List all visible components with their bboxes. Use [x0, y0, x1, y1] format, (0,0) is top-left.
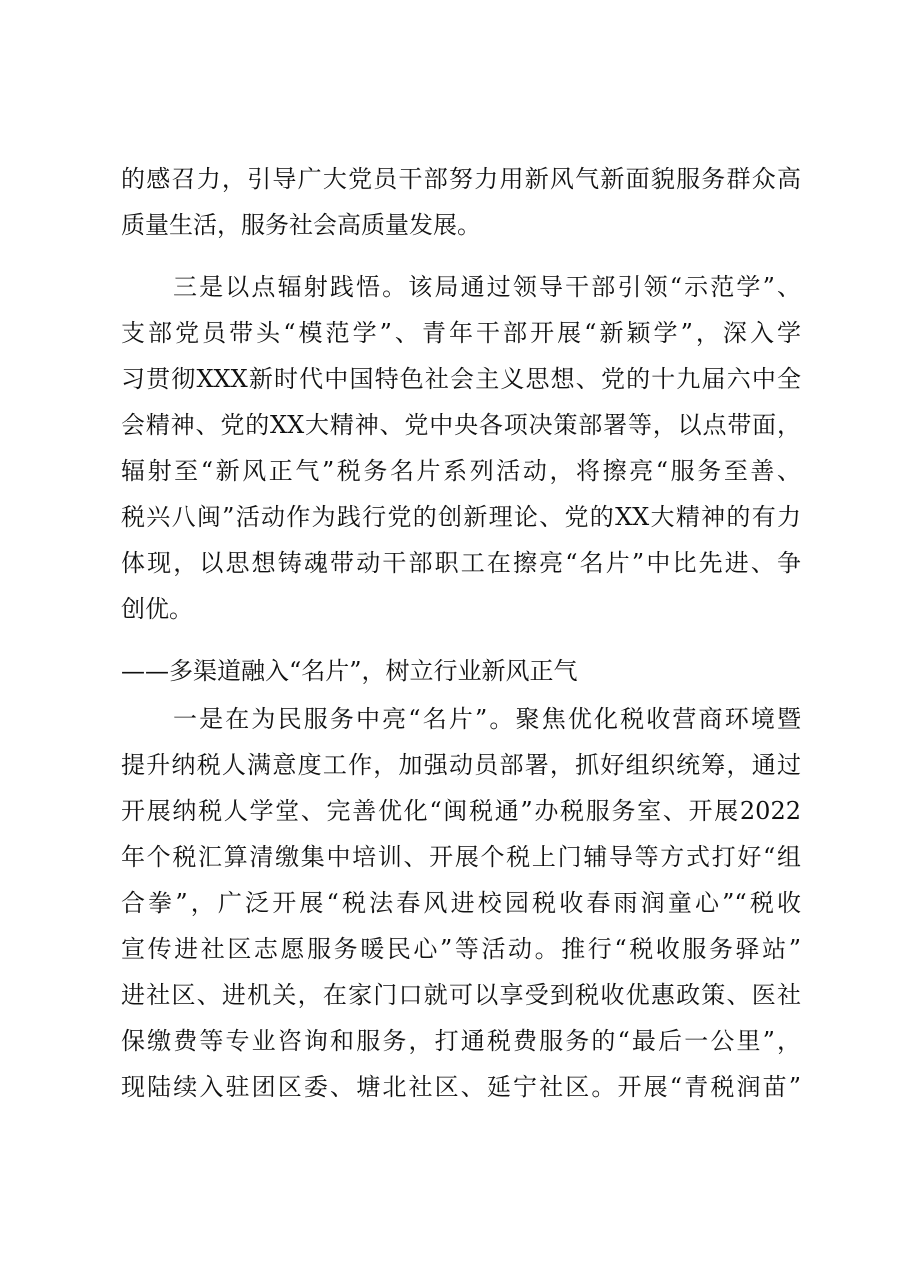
text-line: 宣传进社区志愿服务暖民心”等活动。推行“税收服务驿站”	[121, 935, 801, 963]
text-line: 支部党员带头“模范学”、青年干部开展“新颖学”，深入学	[121, 319, 801, 347]
text-line: 质量生活，服务社会高质量发展。	[121, 211, 481, 239]
text-line: 创优。	[121, 595, 193, 623]
paragraph-three-point-radiation	[121, 264, 801, 632]
paragraph-one-serve-people	[121, 696, 801, 1110]
text-line: ——多渠道融入“名片”，树立行业新风正气	[121, 657, 578, 685]
text-line: 合拳”，广泛开展“税法春风进校园税收春雨润童心”“税收	[121, 889, 801, 917]
text-line: 保缴费等专业咨询和服务，打通税费服务的“最后一公里”，	[121, 1027, 801, 1055]
paragraph-intro-continuation	[121, 156, 801, 248]
text-line: 的感召力，引导广大党员干部努力用新风气新面貌服务群众高	[121, 165, 801, 193]
text-line: 习贯彻XXX新时代中国特色社会主义思想、党的十九届六中全	[121, 365, 801, 393]
text-line: 一是在为民服务中亮“名片”。聚焦优化税收营商环境暨	[173, 705, 801, 733]
document-body	[121, 156, 801, 1110]
text-line: 会精神、党的XX大精神、党中央各项决策部署等，以点带面，	[121, 411, 801, 439]
text-line: 辐射至“新风正气”税务名片系列活动，将擦亮“服务至善、	[121, 457, 801, 485]
text-line: 现陆续入驻团区委、塘北社区、延宁社区。开展“青税润苗”	[121, 1073, 801, 1101]
text-line: 三是以点辐射践悟。该局通过领导干部引领“示范学”、	[173, 273, 801, 301]
text-line: 进社区、进机关，在家门口就可以享受到税收优惠政策、医社	[121, 981, 801, 1009]
text-line: 提升纳税人满意度工作，加强动员部署，抓好组织统筹，通过	[121, 751, 801, 779]
text-line: 开展纳税人学堂、完善优化“闽税通”办税服务室、开展2022	[121, 797, 801, 825]
text-line: 年个税汇算清缴集中培训、开展个税上门辅导等方式打好“组	[121, 843, 801, 871]
section-heading-multichannel	[121, 648, 801, 694]
text-line: 体现，以思想铸魂带动干部职工在擦亮“名片”中比先进、争	[121, 549, 801, 577]
text-line: 税兴八闽”活动作为践行党的创新理论、党的XX大精神的有力	[121, 503, 801, 531]
